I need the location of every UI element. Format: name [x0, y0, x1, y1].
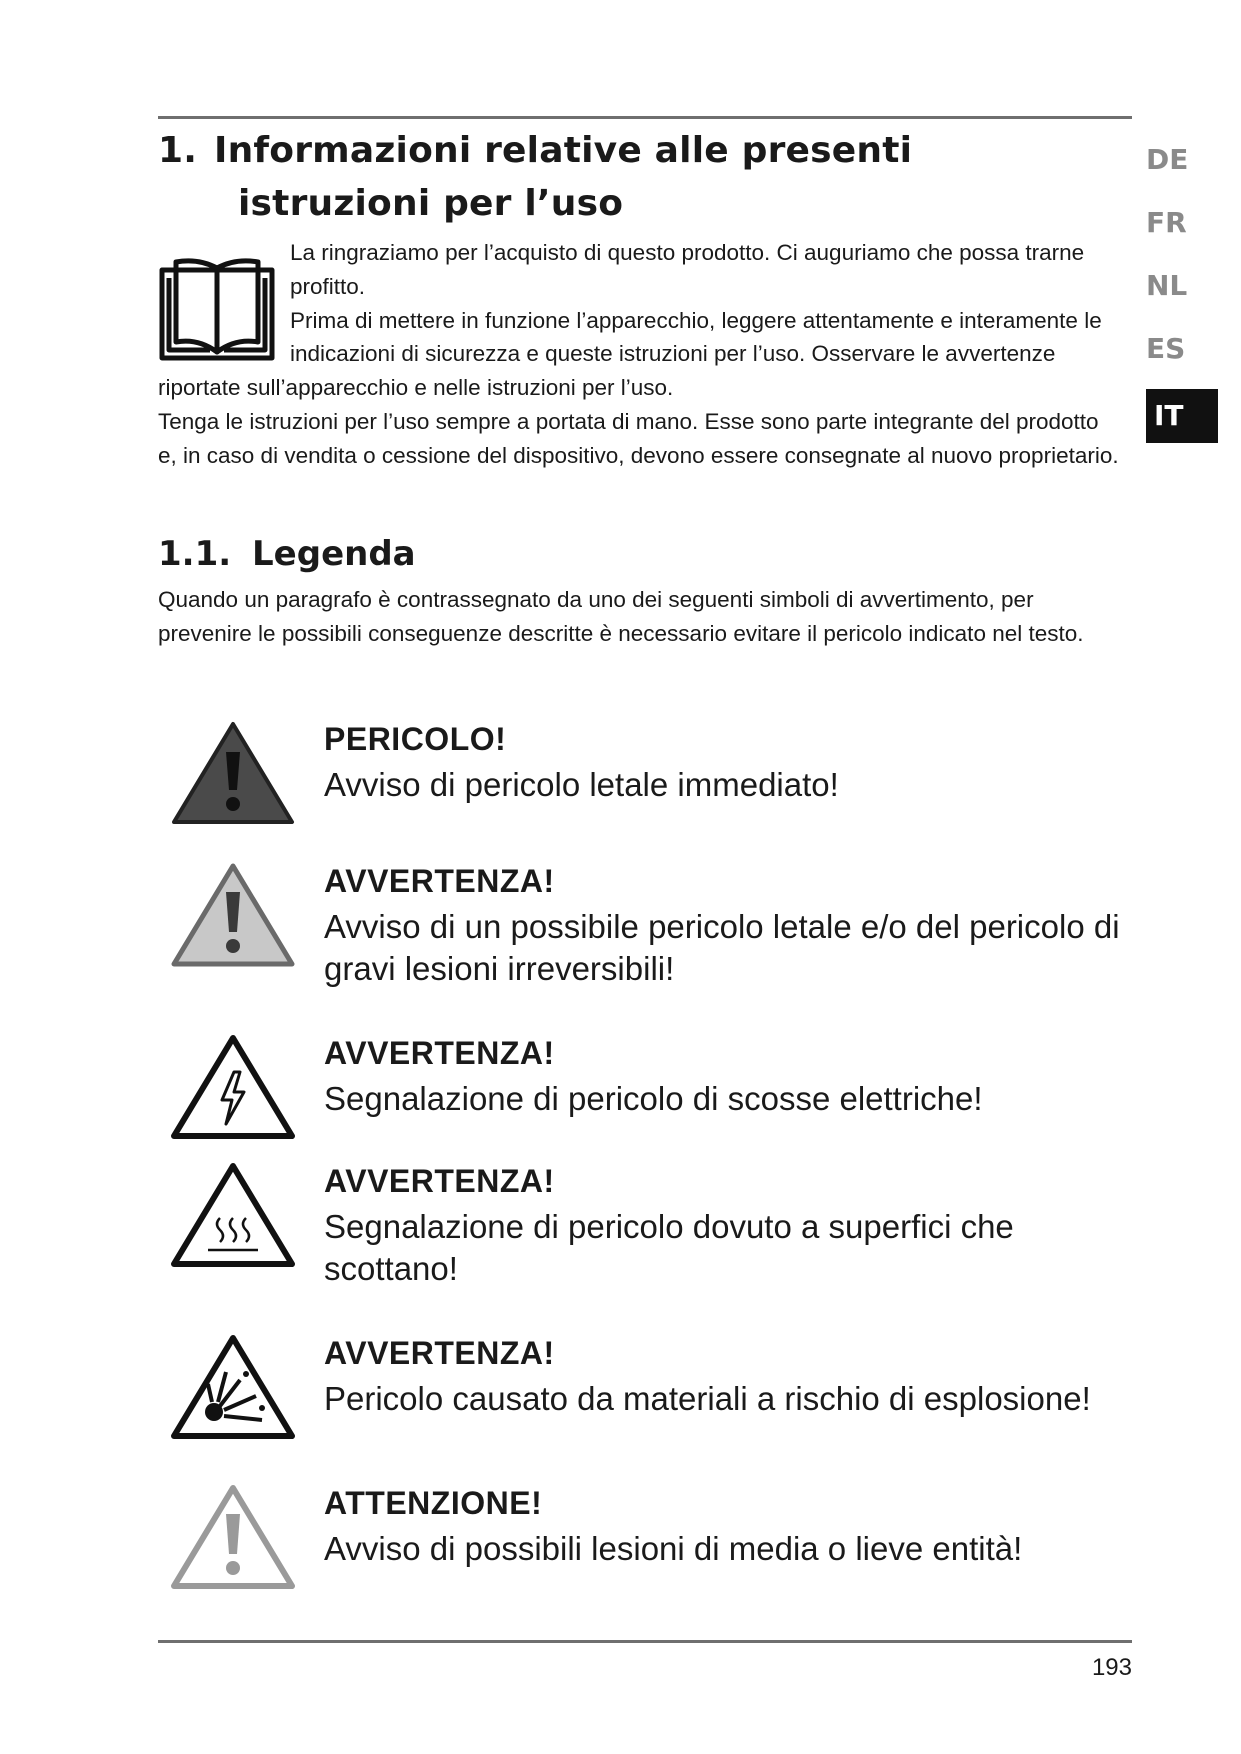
lang-tab-de[interactable]: DE — [1146, 143, 1189, 176]
warning-item — [170, 1032, 1130, 1152]
warning-title: AVVERTENZA! — [324, 1035, 555, 1071]
lang-tab-es[interactable]: ES — [1146, 332, 1186, 365]
warning-item — [170, 718, 1130, 838]
section-title: Legenda — [252, 534, 416, 574]
chapter-number: 1. — [158, 130, 198, 171]
intro-paragraph-3: Tenga le istruzioni per l’uso sempre a portata di mano. Esse sono parte integrante del prodotto e, in caso di vendita o cessione del dispositivo, devono essere consegnate al nuovo proprietario. — [158, 408, 1119, 468]
lang-tab-fr[interactable]: FR — [1146, 206, 1187, 239]
lang-tab-nl[interactable]: NL — [1146, 269, 1188, 302]
chapter-title-line1: Informazioni relative alle presenti — [214, 130, 913, 171]
danger-triangle-icon — [170, 718, 296, 828]
electric-shock-icon — [170, 1032, 296, 1142]
chapter-title-line2: istruzioni per l’uso — [238, 183, 624, 224]
warning-item — [170, 1332, 1130, 1452]
warning-item — [170, 860, 1130, 987]
intro-paragraph-2: Prima di mettere in funzione l’apparecchio, leggere attentamente e interamente le indicazioni di sicurezza e queste istruzioni per l’uso. Osservare le avvertenze riportate sull’apparecchio e nelle istruzioni per l’uso. — [158, 307, 1102, 401]
page-number: 193 — [1091, 1654, 1132, 1681]
warning-triangle-icon — [170, 860, 296, 970]
section-text: Quando un paragrafo è contrassegnato da uno dei seguenti simboli di avvertimento, per prevenire le possibili conseguenze descritte è necessario evitare il pericolo indicato nel testo. — [158, 587, 1084, 646]
intro-paragraph-1: La ringraziamo per l’acquisto di questo prodotto. Ci auguriamo che possa trarne profitto. — [290, 240, 1085, 299]
warning-title: AVVERTENZA! — [324, 1163, 555, 1199]
lang-tab-it[interactable]: IT — [1146, 389, 1218, 443]
warning-text: Segnalazione di pericolo dovuto a superfici che scottano! — [324, 1208, 1014, 1287]
warning-title: AVVERTENZA! — [324, 863, 555, 899]
warning-title: ATTENZIONE! — [324, 1485, 543, 1521]
warning-text: Avviso di un possibile pericolo letale e/o del pericolo di gravi lesioni irreversibili! — [324, 908, 1120, 987]
chapter-heading — [158, 124, 1018, 230]
warning-text: Avviso di pericolo letale immediato! — [324, 766, 839, 803]
section-number: 1.1. — [158, 534, 232, 574]
bottom-rule — [158, 1640, 1132, 1643]
warning-item — [170, 1160, 1130, 1287]
intro-block — [158, 236, 1123, 473]
warning-title: PERICOLO! — [324, 721, 507, 757]
warning-title: AVVERTENZA! — [324, 1335, 555, 1371]
warning-item — [170, 1482, 1130, 1602]
hot-surface-icon — [170, 1160, 296, 1270]
book-icon — [158, 254, 276, 362]
warning-text: Avviso di possibili lesioni di media o lieve entità! — [324, 1530, 1023, 1567]
section-heading — [158, 530, 416, 578]
explosive-icon — [170, 1332, 296, 1442]
top-rule — [158, 116, 1132, 119]
warning-text: Pericolo causato da materiali a rischio di esplosione! — [324, 1380, 1091, 1417]
caution-triangle-icon — [170, 1482, 296, 1592]
warning-text: Segnalazione di pericolo di scosse elettriche! — [324, 1080, 983, 1117]
